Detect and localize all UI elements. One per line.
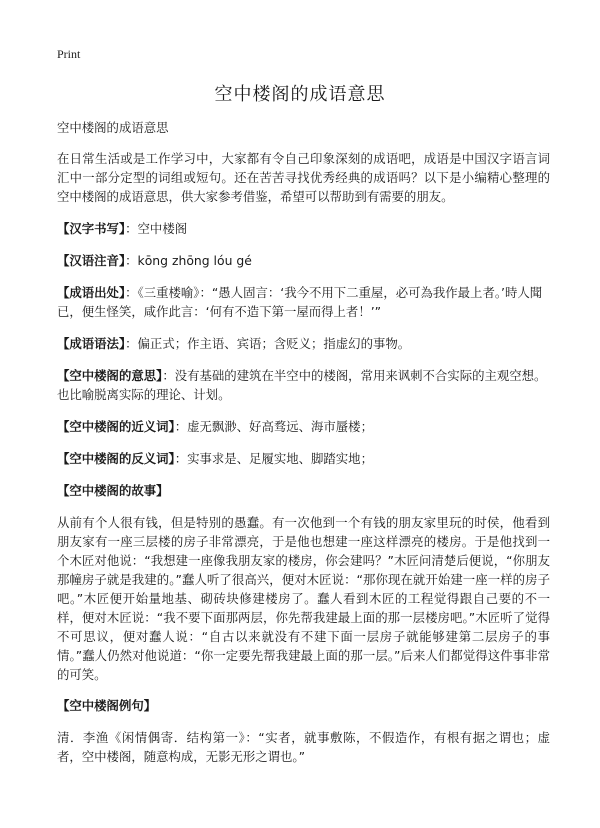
field-label: 【空中楼阁的近义词】 [57, 419, 175, 434]
field-value: ：空中楼阁 [125, 221, 188, 236]
field-synonyms [57, 417, 550, 436]
article-body [57, 118, 550, 766]
field-antonyms [57, 449, 550, 468]
print-link[interactable]: Print [57, 47, 81, 61]
example-paragraph: 清．李渔《闲情偶寄．结构第一》：“实者，就事敷陈，不假造作，有根有据之谓也；虚者，空中楼阁，随意构成，无影无形之谓也。” [57, 730, 550, 764]
story-paragraph: 从前有个人很有钱，但是特别的愚蠢。有一次他到一个有钱的朋友家里玩的时侯，他看到朋友家有一座三层楼的房子非常漂亮，于是他也想建一座这样漂亮的楼房。于是他找到一个木匠对他说：“我想建一座像我朋友家的楼房，你会建吗？”木匠问清楚后便说，“你朋友那幢房子就是我建的。”蠢人听了很高兴，便对木匠说：“那你现在就开始建一座一样的房子吧。”木匠便开始量地基、砌砖块修建楼房了。蠢人看到木匠的工程觉得跟自己要的不一样，便对木匠说：“我不要下面那两层，你先帮我建最上面的那一层楼房吧。”木匠听了觉得不可思议，便对蠢人说：“自古以来就没有不建下面一层房子就能够建第二层房子的事情。”蠢人仍然对他说道：“你一定要先帮我建最上面的那一层。”后来人们都觉得这件事非常的可笑。 [57, 515, 550, 682]
field-writing [57, 219, 550, 238]
field-label: 【成语语法】 [57, 336, 126, 351]
example-heading: 【空中楼阁例句】 [57, 698, 157, 713]
article-subtitle: 空中楼阁的成语意思 [57, 120, 169, 135]
field-source [57, 283, 550, 321]
field-label: 【汉语注音】 [57, 253, 126, 268]
field-value: ：《三重楼喻》：“愚人固言：‘我今不用下二重屋，必可為我作最上者。’時人聞已，便生怪笑，咸作此言：‘何有不造下第一屋而得上者！’” [57, 285, 543, 319]
field-value: ：虚无飘渺、好高骛远、海市蜃楼； [174, 419, 373, 434]
field-label: 【成语出处】 [57, 285, 126, 300]
field-label: 【空中楼阁的意思】 [57, 368, 163, 383]
story-heading: 【空中楼阁的故事】 [57, 483, 169, 498]
field-pinyin [57, 251, 550, 270]
field-meaning [57, 366, 550, 404]
field-label: 【空中楼阁的反义词】 [57, 451, 175, 466]
field-value: ：实事求是、足履实地、脚踏实地； [174, 451, 373, 466]
intro-paragraph: 在日常生活或是工作学习中，大家都有令自己印象深刻的成语吧，成语是中国汉字语言词汇中一部分定型的词组或短句。还在苦苦寻找优秀经典的成语吗？以下是小编精心整理的空中楼阁的成语意思，供大家参考借鉴，希望可以帮助到有需要的朋友。 [57, 151, 550, 204]
field-value: ：偏正式；作主语、宾语；含贬义；指虚幻的事物。 [125, 336, 411, 351]
field-value: ：没有基础的建筑在半空中的楼阁，常用来讽刺不合实际的主观空想。也比喻脱离实际的理论、计划。 [57, 368, 547, 402]
field-grammar [57, 334, 550, 353]
page-title: 空中楼阁的成语意思 [214, 84, 386, 105]
field-label: 【汉字书写】 [57, 221, 126, 236]
field-value: ：kōng zhōng lóu gé [125, 253, 252, 268]
